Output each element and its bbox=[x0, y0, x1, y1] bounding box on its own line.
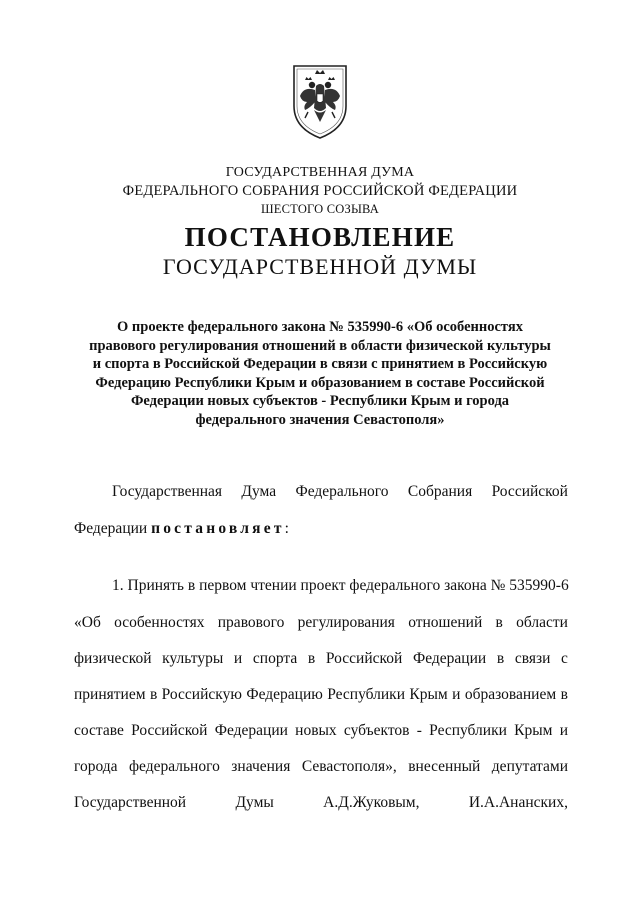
document-title: ПОСТАНОВЛЕНИЕ bbox=[184, 222, 456, 252]
clause-1-line-7: Государственной Думы А.Д.Жуковым, И.А.Ананских, bbox=[74, 794, 568, 811]
document-subtitle: ГОСУДАРСТВЕННОЙ ДУМЫ bbox=[162, 254, 478, 279]
clause-1-line-6: города федерального значения Севастополя», внесенный депутатами bbox=[74, 758, 568, 775]
subject-line: Федерации новых субъектов - Республики Крым и города bbox=[130, 393, 510, 410]
clause-1-line-3: физической культуры и спорта в Российской Федерации в связи с bbox=[74, 650, 568, 667]
header-duma: ГОСУДАРСТВЕННАЯ ДУМА bbox=[225, 165, 415, 180]
clause-1-line-1: 1. Принять в первом чтении проект федерального закона № 535990-6 bbox=[112, 577, 569, 594]
preamble-line-1: Государственная Дума Федерального Собрания Российской bbox=[112, 483, 568, 500]
subject-line: правового регулирования отношений в области физической культуры bbox=[89, 337, 551, 354]
clause-1-line-2: «Об особенностях правового регулирования отношений в области bbox=[74, 614, 568, 631]
header-assembly: ФЕДЕРАЛЬНОГО СОБРАНИЯ РОССИЙСКОЙ ФЕДЕРАЦИИ bbox=[122, 183, 518, 199]
resolves-word: постановляет bbox=[151, 520, 285, 537]
clause-1-line-5: составе Российской Федерации новых субъектов - Республики Крым и bbox=[74, 722, 568, 739]
subject-line: Федерацию Республики Крым и образованием в составе Российской bbox=[95, 374, 545, 391]
document-subject bbox=[80, 318, 560, 430]
clause-1-line-4: принятием в Российскую Федерацию Республики Крым и образованием в bbox=[74, 686, 568, 703]
subject-line: и спорта в Российской Федерации в связи с принятием в Российскую bbox=[92, 356, 548, 373]
subject-line: О проекте федерального закона № 535990-6 «Об особенностях bbox=[117, 319, 523, 335]
header-convocation: ШЕСТОГО СОЗЫВА bbox=[260, 202, 380, 216]
preamble-line-2: Федерации постановляет: bbox=[74, 520, 289, 537]
coat-of-arms-emblem bbox=[288, 62, 352, 142]
subject-line: федерального значения Севастополя» bbox=[195, 411, 445, 428]
